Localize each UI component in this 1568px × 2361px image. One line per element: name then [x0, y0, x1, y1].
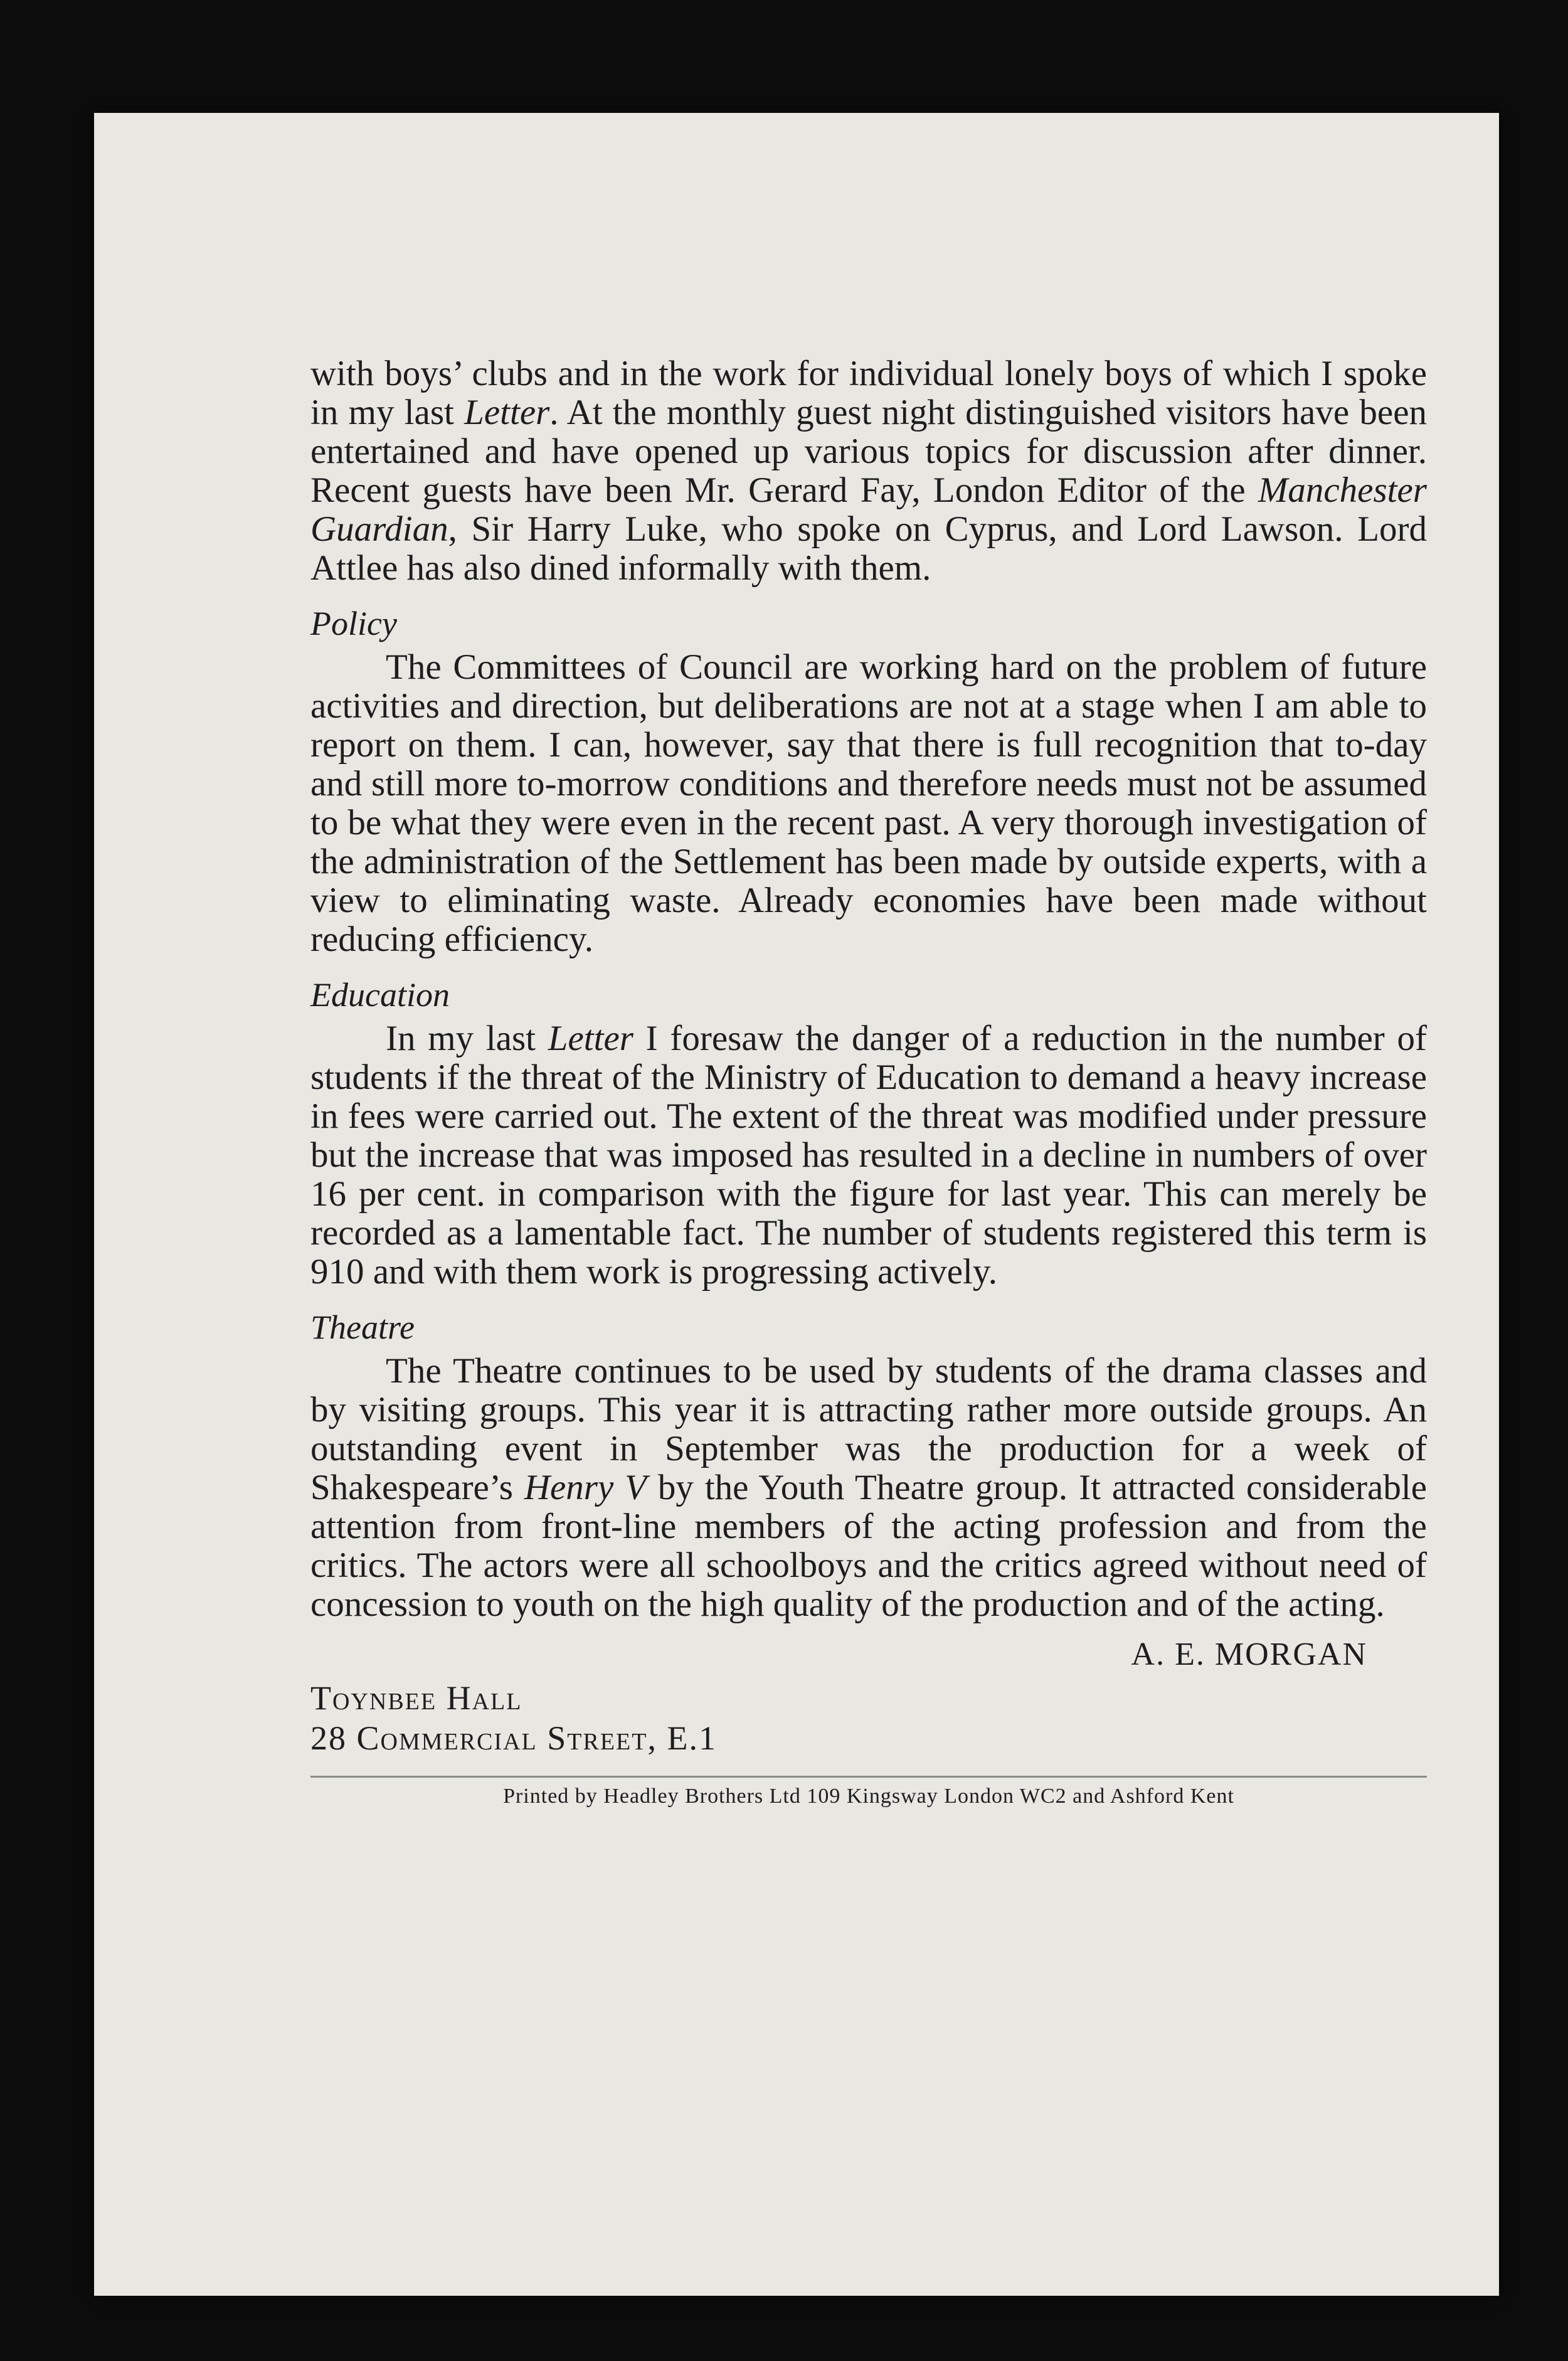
education-heading: Education	[310, 976, 450, 1014]
printer-imprint: Printed by Headley Brothers Ltd 109 Kingsway London WC2 and Ashford Kent	[503, 1785, 1234, 1808]
theatre-text-2: by the Youth Theatre group. It attracted considerable attention from front-line members of the acting profession and from the critics. The actors were all schoolboys and the critics agreed without need of concession to youth on the high quality of the production and of the acting.	[310, 1468, 1427, 1624]
intro-text-2: . At the monthly guest night distinguished visitors have been entertained and have opened up various topics for discussion after dinner. Recent guests have been Mr. Gerard Fay, London Editor of the	[310, 393, 1428, 510]
letter-body	[310, 354, 1427, 1809]
theatre-text-1: The Theatre continues to be used by students of the drama classes and by visiting groups. This year it is attracting rather more outside groups. An outstanding event in September was the production for a week of Shakespeare’s	[310, 1351, 1427, 1507]
play-title: Henry V	[524, 1468, 647, 1507]
address-line-2: 28 Commercial Street, E.1	[310, 1719, 717, 1757]
letter-page	[94, 113, 1499, 2296]
policy-heading: Policy	[310, 605, 397, 642]
theatre-paragraph	[310, 1352, 1427, 1624]
address-line-1: Toynbee Hall	[310, 1679, 522, 1717]
address-block	[310, 1678, 1427, 1758]
intro-text-3: , Sir Harry Luke, who spoke on Cyprus, and Lord Lawson. Lord Attlee has also dined informally with them.	[310, 509, 1427, 588]
education-text-1: In my last	[386, 1019, 548, 1058]
intro-text-1: with boys’ clubs and in the work for individual lonely boys of which I spoke in my last	[310, 354, 1427, 432]
intro-letter-italic: Letter	[464, 393, 550, 432]
policy-paragraph: The Committees of Council are working hard on the problem of future activities and direction, but deliberations are not at a stage when I am able to report on them. I can, however, say that there is full recognition that to-day and still more to-morrow conditions and therefore needs must not be assumed to be what they were even in the recent past. A very thorough investigation of the administration of the Settlement has been made by outside experts, with a view to eliminating waste. Already economies have been made without reducing efficiency.	[310, 647, 1427, 959]
footer-rule	[310, 1776, 1427, 1778]
newspaper-title: Manchester Guardian	[310, 470, 1427, 549]
signature: A. E. MORGAN	[1131, 1637, 1367, 1672]
theatre-heading: Theatre	[310, 1308, 415, 1346]
education-letter-italic: Letter	[548, 1019, 633, 1058]
education-paragraph	[310, 1019, 1427, 1292]
education-text-2: I foresaw the danger of a reduction in the number of students if the threat of the Ministry of Education to demand a heavy increase in fees were carried out. The extent of the threat was modified under pressure but the increase that was imposed has resulted in a decline in numbers of over 16 per cent. in comparison with the figure for last year. This can merely be recorded as a lamentable fact. The number of students registered this term is 910 and with them work is progressing actively.	[310, 1019, 1427, 1292]
intro-paragraph	[310, 354, 1427, 588]
